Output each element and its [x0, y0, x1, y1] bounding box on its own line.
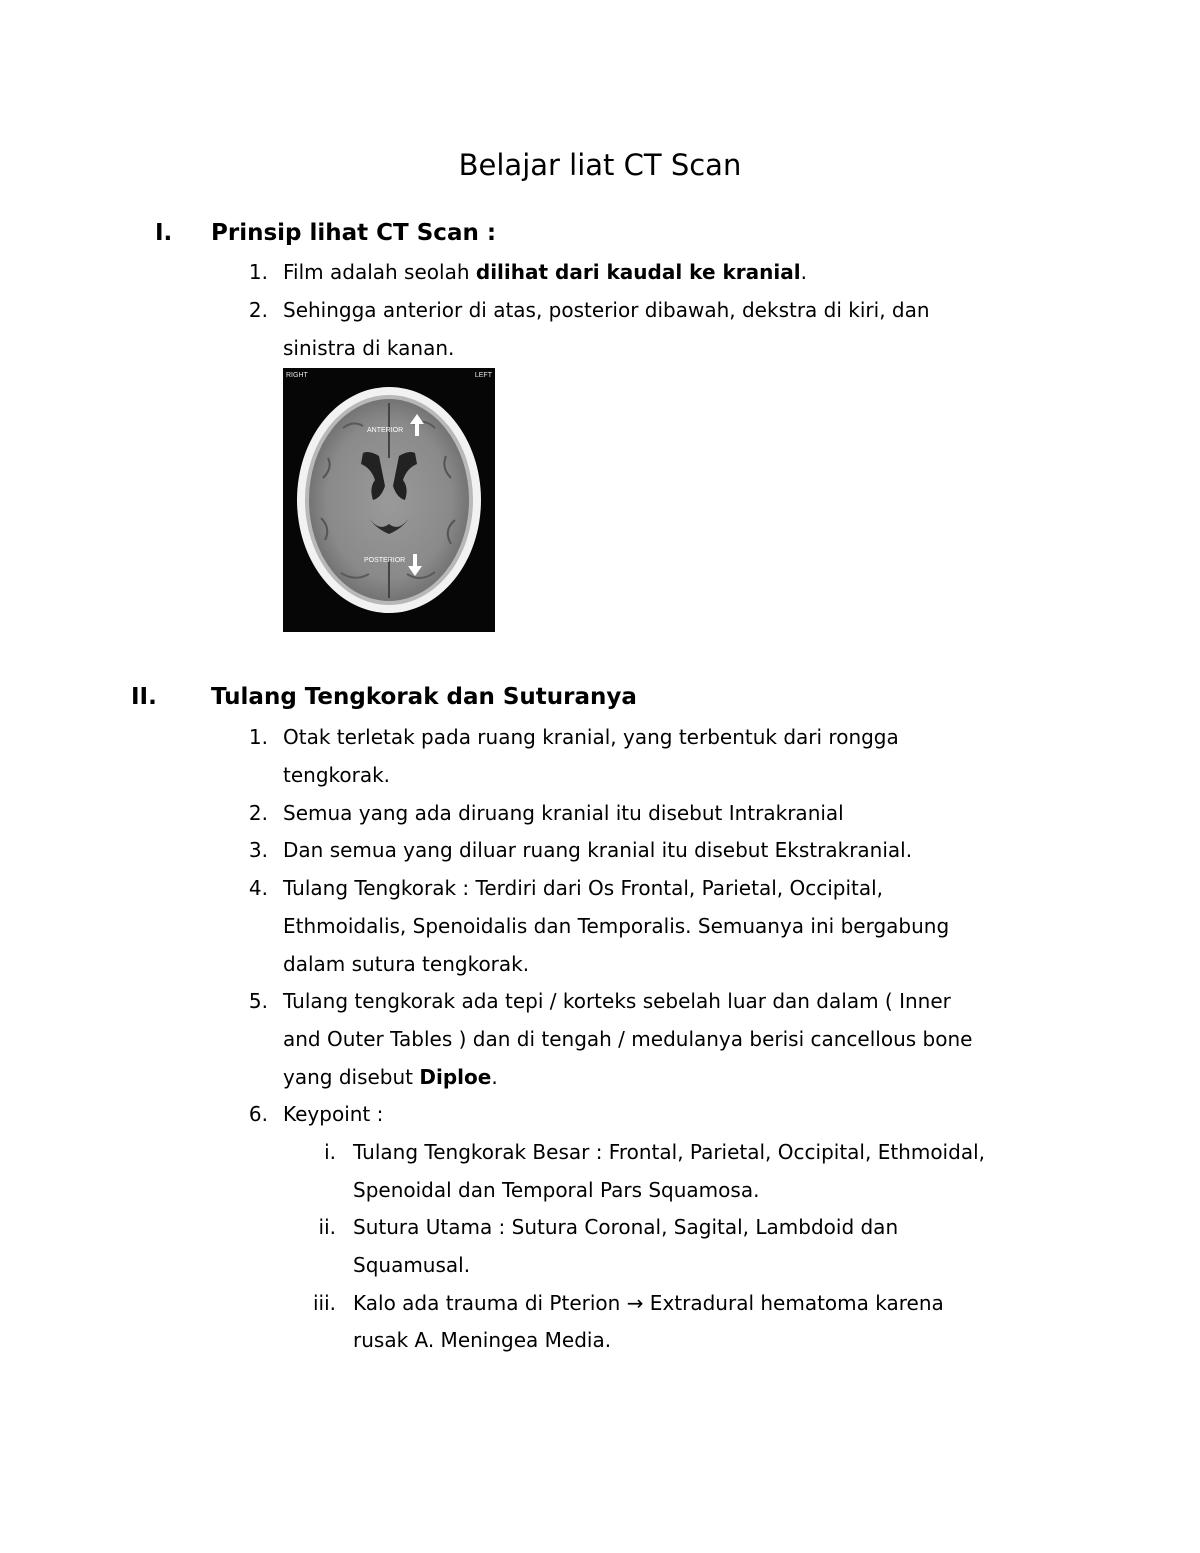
subitem-line: Tulang Tengkorak Besar : Frontal, Parietal, Occipital, Ethmoidal, [353, 1140, 985, 1164]
list-item-line: sinistra di kanan. [283, 336, 455, 360]
item-number: 1. [248, 725, 268, 749]
subitem-number: i. [324, 1140, 336, 1164]
label-right: RIGHT [286, 372, 308, 379]
ct-scan-image [283, 368, 495, 632]
label-anterior: ANTERIOR [367, 427, 404, 434]
list-item-line [283, 1058, 498, 1096]
subitem-line: Kalo ada trauma di Pterion → Extradural hematoma karena [353, 1291, 944, 1315]
list-item-line: Dan semua yang diluar ruang kranial itu disebut Ekstrakranial. [283, 838, 913, 862]
section-2-title: Tulang Tengkorak dan Suturanya [211, 684, 637, 710]
subitem-line: Sutura Utama : Sutura Coronal, Sagital, Lambdoid dan [353, 1215, 899, 1239]
list-item-line: Tulang tengkorak ada tepi / korteks sebelah luar dan dalam ( Inner [283, 989, 951, 1013]
subitem-number: ii. [318, 1215, 336, 1239]
item-number: 2. [248, 801, 268, 825]
section-2-number: II. [131, 684, 157, 710]
item-text: . [491, 1065, 498, 1089]
section-1-title: Prinsip lihat CT Scan : [211, 220, 497, 246]
subitem-line: rusak A. Meningea Media. [353, 1328, 612, 1352]
ct-scan-illustration [283, 368, 495, 632]
list-item-line: dalam sutura tengkorak. [283, 952, 530, 976]
item-number: 3. [248, 838, 268, 862]
list-item [283, 253, 807, 291]
list-item-line: Keypoint : [283, 1102, 384, 1126]
item-number: 6. [248, 1102, 268, 1126]
item-text: . [800, 260, 807, 284]
item-number: 5. [248, 989, 268, 1013]
item-number: 4. [248, 876, 268, 900]
section-1-number: I. [155, 220, 173, 246]
list-item-line: tengkorak. [283, 763, 391, 787]
item-number: 2. [248, 298, 268, 322]
list-item-line: Otak terletak pada ruang kranial, yang terbentuk dari rongga [283, 725, 899, 749]
list-item-line: Tulang Tengkorak : Terdiri dari Os Frontal, Parietal, Occipital, [283, 876, 884, 900]
item-text: yang disebut [283, 1065, 420, 1089]
subitem-number: iii. [312, 1291, 336, 1315]
list-item-line: Semua yang ada diruang kranial itu disebut Intrakranial [283, 801, 844, 825]
document-title: Belajar liat CT Scan [458, 148, 742, 182]
item-text-bold: dilihat dari kaudal ke kranial [475, 260, 801, 284]
list-item-line: Ethmoidalis, Spenoidalis dan Temporalis. Semuanya ini bergabung [283, 914, 950, 938]
list-item-line: Sehingga anterior di atas, posterior dibawah, dekstra di kiri, dan [283, 298, 930, 322]
subitem-line: Spenoidal dan Temporal Pars Squamosa. [353, 1178, 760, 1202]
item-text-bold: Diploe [419, 1065, 492, 1089]
item-text: Film adalah seolah [283, 260, 476, 284]
subitem-line: Squamusal. [353, 1253, 471, 1277]
item-number: 1. [248, 260, 268, 284]
list-item-line: and Outer Tables ) dan di tengah / medulanya berisi cancellous bone [283, 1027, 973, 1051]
label-left: LEFT [474, 372, 492, 379]
label-posterior: POSTERIOR [364, 557, 406, 564]
